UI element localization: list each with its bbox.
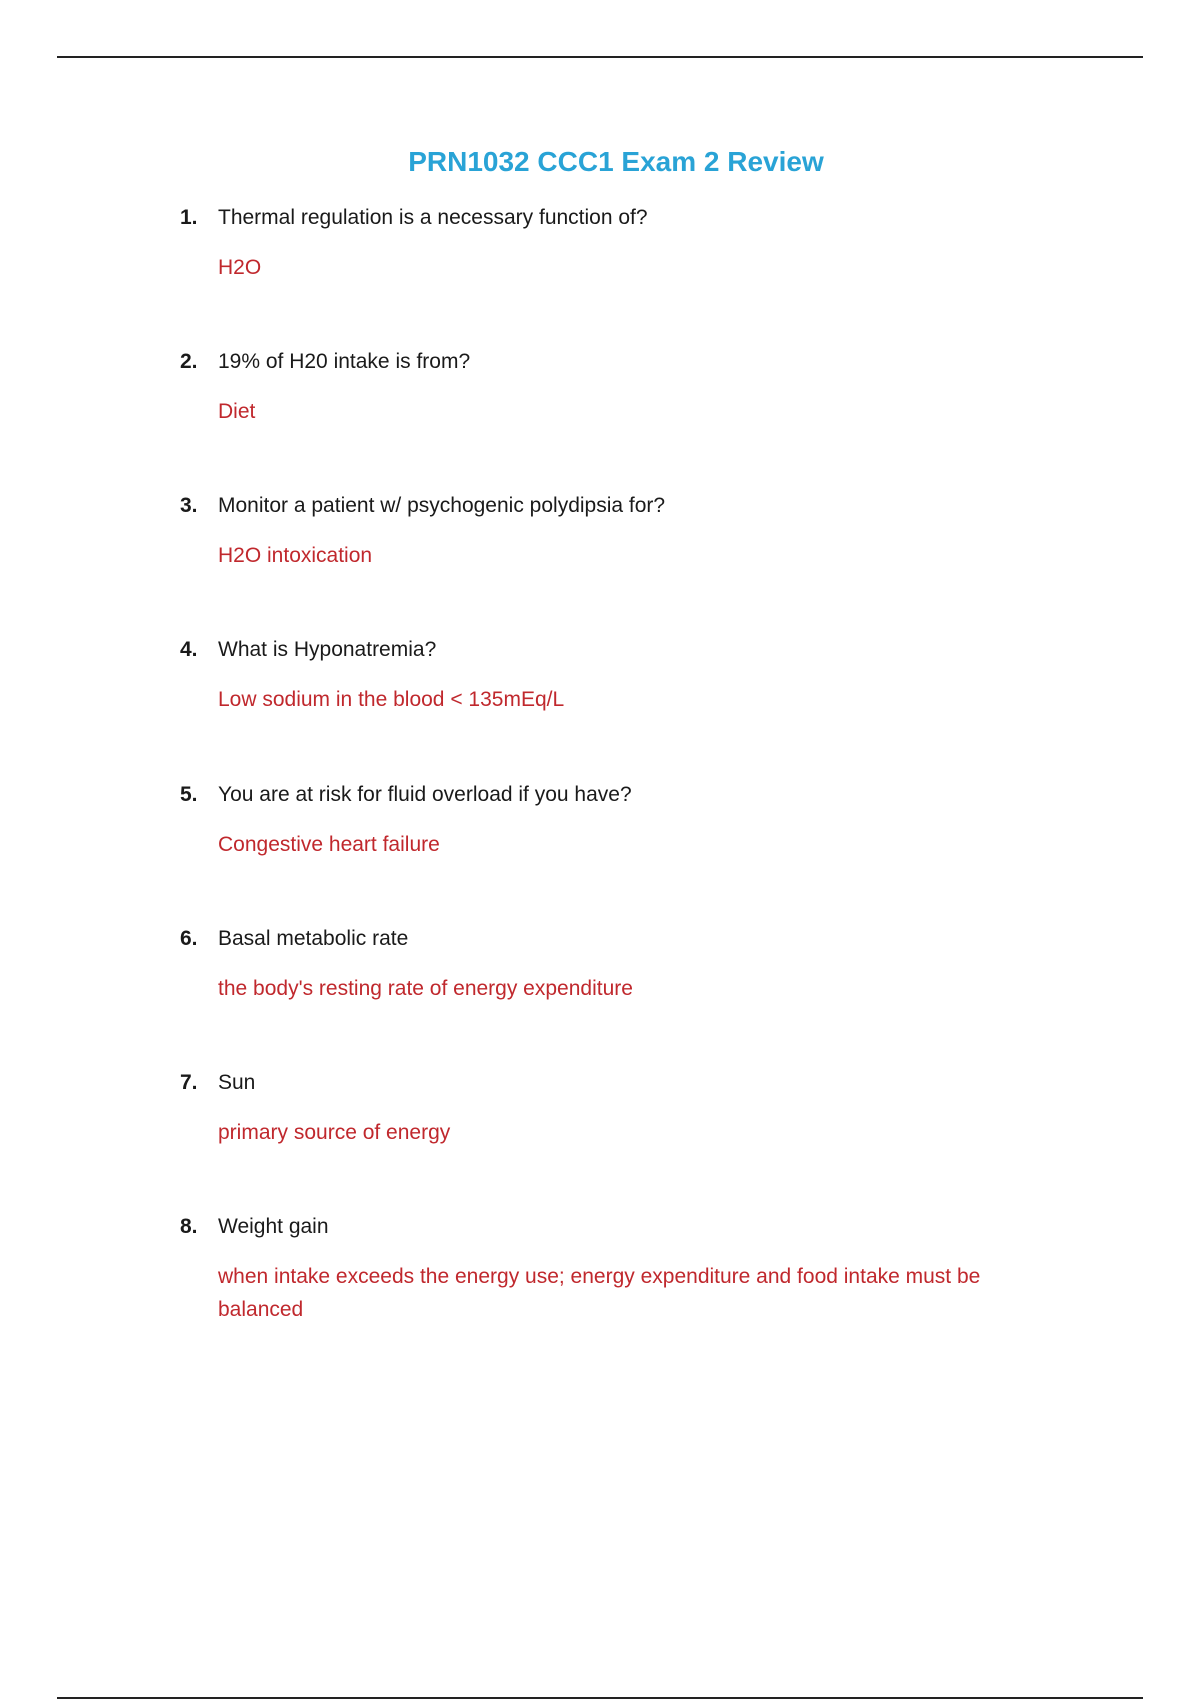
answer-2: Diet [218,400,256,423]
question-number: 2. [180,350,198,373]
question-text: You are at risk for fluid overload if you have? [218,783,632,806]
question-4 [180,635,1060,665]
answer-1: H2O [218,256,262,279]
answer-6: the body's resting rate of energy expenditure [218,977,633,1000]
question-6 [180,924,1060,954]
question-1 [180,203,1060,233]
question-2 [180,347,1060,377]
question-number: 1. [180,206,198,229]
question-text: Thermal regulation is a necessary function of? [218,206,648,229]
question-3 [180,491,1060,521]
top-rule [57,56,1143,58]
qa-item-2 [180,347,1060,428]
question-5 [180,780,1060,810]
question-text: What is Hyponatremia? [218,638,437,661]
question-text: 19% of H20 intake is from? [218,350,471,373]
answer-3: H2O intoxication [218,544,373,567]
question-text: Monitor a patient w/ psychogenic polydipsia for? [218,494,666,517]
question-text: Weight gain [218,1215,329,1238]
qa-item-7 [180,1068,1060,1149]
qa-item-6 [180,924,1060,1005]
bottom-rule [57,1697,1143,1699]
question-number: 6. [180,927,198,950]
question-number: 5. [180,783,198,806]
question-number: 4. [180,638,198,661]
question-number: 3. [180,494,198,517]
answer-4: Low sodium in the blood < 135mEq/L [218,688,565,711]
qa-item-8 [180,1212,1060,1326]
qa-item-4 [180,635,1060,716]
question-text: Basal metabolic rate [218,927,409,950]
page-title: PRN1032 CCC1 Exam 2 Review [408,146,824,177]
question-7 [180,1068,1060,1098]
qa-item-1 [180,203,1060,284]
answer-7: primary source of energy [218,1121,451,1144]
answer-8: when intake exceeds the energy use; energy expenditure and food intake must be balanced [218,1265,981,1321]
question-number: 8. [180,1215,198,1238]
question-text: Sun [218,1071,256,1094]
question-8 [180,1212,1060,1242]
qa-item-3 [180,491,1060,572]
answer-5: Congestive heart failure [218,833,440,856]
question-number: 7. [180,1071,198,1094]
qa-item-5 [180,780,1060,861]
